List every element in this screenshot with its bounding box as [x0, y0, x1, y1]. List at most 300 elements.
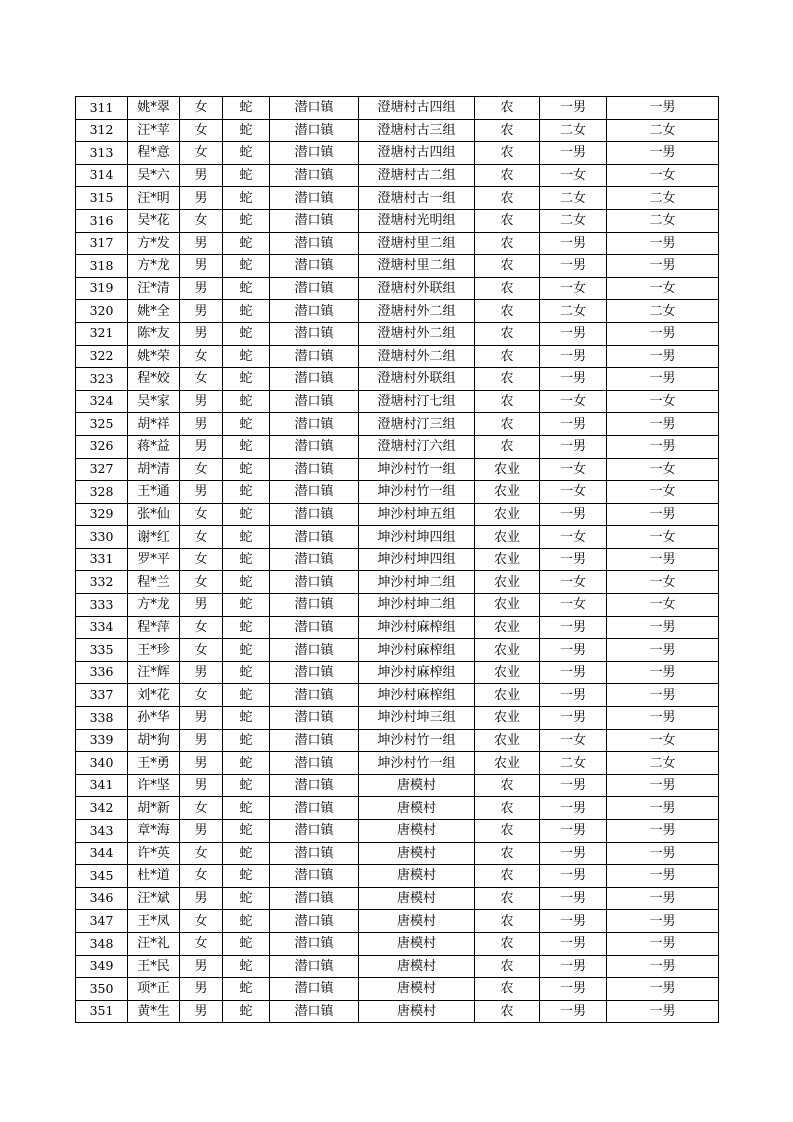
cell-zodiac: 蛇 — [223, 435, 270, 458]
cell-type: 农 — [475, 187, 540, 210]
cell-zodiac: 蛇 — [223, 232, 270, 255]
cell-zodiac: 蛇 — [223, 955, 270, 978]
cell-children-2: 一男 — [607, 255, 719, 278]
cell-gender: 女 — [180, 684, 223, 707]
table-row — [76, 277, 719, 300]
cell-gender: 男 — [180, 955, 223, 978]
cell-zodiac: 蛇 — [223, 503, 270, 526]
cell-gender: 女 — [180, 548, 223, 571]
table-row — [76, 684, 719, 707]
cell-type: 农业 — [475, 594, 540, 617]
cell-zodiac: 蛇 — [223, 661, 270, 684]
cell-children-2: 二女 — [607, 119, 719, 142]
cell-children: 一女 — [540, 481, 607, 504]
cell-name: 蒋*益 — [128, 435, 180, 458]
cell-town: 潜口镇 — [270, 232, 359, 255]
cell-village: 唐模村 — [359, 932, 475, 955]
cell-gender: 男 — [180, 774, 223, 797]
cell-children-2: 一男 — [607, 232, 719, 255]
cell-village: 唐模村 — [359, 887, 475, 910]
cell-zodiac: 蛇 — [223, 978, 270, 1001]
cell-no: 315 — [76, 187, 128, 210]
cell-town: 潜口镇 — [270, 345, 359, 368]
cell-no: 313 — [76, 142, 128, 165]
cell-gender: 男 — [180, 187, 223, 210]
cell-type: 农业 — [475, 616, 540, 639]
table-row — [76, 978, 719, 1001]
cell-town: 潜口镇 — [270, 187, 359, 210]
cell-zodiac: 蛇 — [223, 820, 270, 843]
cell-town: 潜口镇 — [270, 435, 359, 458]
cell-type: 农业 — [475, 661, 540, 684]
table-row — [76, 955, 719, 978]
cell-name: 章*海 — [128, 820, 180, 843]
cell-zodiac: 蛇 — [223, 164, 270, 187]
cell-village: 澄塘村外二组 — [359, 300, 475, 323]
cell-children: 一男 — [540, 322, 607, 345]
cell-name: 吴*六 — [128, 164, 180, 187]
cell-children-2: 一女 — [607, 390, 719, 413]
cell-town: 潜口镇 — [270, 548, 359, 571]
cell-type: 农 — [475, 142, 540, 165]
cell-town: 潜口镇 — [270, 887, 359, 910]
cell-children: 一女 — [540, 526, 607, 549]
cell-children-2: 一男 — [607, 1000, 719, 1023]
cell-children: 一男 — [540, 345, 607, 368]
cell-children: 一男 — [540, 232, 607, 255]
cell-gender: 男 — [180, 255, 223, 278]
cell-town: 潜口镇 — [270, 571, 359, 594]
cell-name: 汪*礼 — [128, 932, 180, 955]
cell-village: 坤沙村坤五组 — [359, 503, 475, 526]
cell-children: 一男 — [540, 955, 607, 978]
cell-children-2: 一男 — [607, 142, 719, 165]
cell-gender: 女 — [180, 910, 223, 933]
cell-no: 341 — [76, 774, 128, 797]
cell-town: 潜口镇 — [270, 797, 359, 820]
cell-children-2: 一女 — [607, 594, 719, 617]
cell-name: 刘*花 — [128, 684, 180, 707]
cell-children: 一男 — [540, 1000, 607, 1023]
cell-name: 王*勇 — [128, 752, 180, 775]
cell-children: 一男 — [540, 413, 607, 436]
table-row — [76, 97, 719, 120]
cell-type: 农 — [475, 390, 540, 413]
cell-zodiac: 蛇 — [223, 707, 270, 730]
cell-type: 农 — [475, 435, 540, 458]
cell-town: 潜口镇 — [270, 707, 359, 730]
cell-zodiac: 蛇 — [223, 797, 270, 820]
cell-no: 342 — [76, 797, 128, 820]
table-row — [76, 458, 719, 481]
table-row — [76, 661, 719, 684]
cell-village: 澄塘村外联组 — [359, 277, 475, 300]
cell-zodiac: 蛇 — [223, 684, 270, 707]
table-row — [76, 503, 719, 526]
cell-town: 潜口镇 — [270, 842, 359, 865]
table-row — [76, 865, 719, 888]
cell-village: 坤沙村竹一组 — [359, 729, 475, 752]
cell-village: 坤沙村麻榨组 — [359, 616, 475, 639]
cell-children-2: 一女 — [607, 729, 719, 752]
cell-type: 农业 — [475, 503, 540, 526]
cell-village: 坤沙村坤四组 — [359, 526, 475, 549]
cell-village: 澄塘村古三组 — [359, 119, 475, 142]
cell-village: 澄塘村光明组 — [359, 209, 475, 232]
cell-type: 农 — [475, 413, 540, 436]
cell-children: 一男 — [540, 887, 607, 910]
cell-gender: 男 — [180, 820, 223, 843]
cell-no: 325 — [76, 413, 128, 436]
cell-no: 314 — [76, 164, 128, 187]
cell-children: 一男 — [540, 707, 607, 730]
cell-zodiac: 蛇 — [223, 481, 270, 504]
cell-gender: 男 — [180, 594, 223, 617]
cell-zodiac: 蛇 — [223, 548, 270, 571]
cell-type: 农 — [475, 119, 540, 142]
cell-no: 317 — [76, 232, 128, 255]
cell-town: 潜口镇 — [270, 752, 359, 775]
cell-zodiac: 蛇 — [223, 458, 270, 481]
table-row — [76, 594, 719, 617]
table-row — [76, 232, 719, 255]
cell-name: 姚*全 — [128, 300, 180, 323]
cell-children-2: 一男 — [607, 707, 719, 730]
cell-gender: 女 — [180, 458, 223, 481]
table-row — [76, 774, 719, 797]
cell-name: 程*兰 — [128, 571, 180, 594]
cell-type: 农 — [475, 368, 540, 391]
cell-zodiac: 蛇 — [223, 842, 270, 865]
cell-no: 350 — [76, 978, 128, 1001]
cell-gender: 女 — [180, 842, 223, 865]
cell-zodiac: 蛇 — [223, 865, 270, 888]
cell-children-2: 一女 — [607, 481, 719, 504]
cell-name: 吴*家 — [128, 390, 180, 413]
cell-children-2: 一女 — [607, 164, 719, 187]
cell-village: 澄塘村古一组 — [359, 187, 475, 210]
cell-town: 潜口镇 — [270, 255, 359, 278]
cell-village: 坤沙村竹一组 — [359, 458, 475, 481]
cell-name: 程*萍 — [128, 616, 180, 639]
table-row — [76, 300, 719, 323]
table-row — [76, 209, 719, 232]
cell-zodiac: 蛇 — [223, 368, 270, 391]
cell-name: 许*坚 — [128, 774, 180, 797]
cell-town: 潜口镇 — [270, 955, 359, 978]
cell-name: 汪*苹 — [128, 119, 180, 142]
cell-name: 张*仙 — [128, 503, 180, 526]
cell-no: 321 — [76, 322, 128, 345]
cell-no: 346 — [76, 887, 128, 910]
table-row — [76, 639, 719, 662]
cell-town: 潜口镇 — [270, 413, 359, 436]
cell-type: 农业 — [475, 458, 540, 481]
cell-village: 澄塘村汀六组 — [359, 435, 475, 458]
cell-gender: 男 — [180, 887, 223, 910]
cell-gender: 男 — [180, 322, 223, 345]
cell-children: 一女 — [540, 729, 607, 752]
cell-gender: 男 — [180, 435, 223, 458]
table-row — [76, 932, 719, 955]
cell-name: 姚*翠 — [128, 97, 180, 120]
cell-children-2: 一男 — [607, 435, 719, 458]
cell-children: 一男 — [540, 435, 607, 458]
cell-village: 唐模村 — [359, 865, 475, 888]
cell-name: 许*英 — [128, 842, 180, 865]
cell-town: 潜口镇 — [270, 368, 359, 391]
cell-name: 方*龙 — [128, 255, 180, 278]
cell-zodiac: 蛇 — [223, 571, 270, 594]
cell-town: 潜口镇 — [270, 910, 359, 933]
cell-town: 潜口镇 — [270, 774, 359, 797]
cell-name: 胡*狗 — [128, 729, 180, 752]
table-row — [76, 481, 719, 504]
cell-type: 农业 — [475, 707, 540, 730]
cell-gender: 男 — [180, 413, 223, 436]
cell-children: 一男 — [540, 978, 607, 1001]
cell-zodiac: 蛇 — [223, 616, 270, 639]
cell-children-2: 一男 — [607, 345, 719, 368]
cell-village: 唐模村 — [359, 1000, 475, 1023]
cell-children-2: 一女 — [607, 571, 719, 594]
cell-children-2: 一女 — [607, 277, 719, 300]
cell-name: 汪*辉 — [128, 661, 180, 684]
cell-no: 348 — [76, 932, 128, 955]
cell-town: 潜口镇 — [270, 661, 359, 684]
cell-village: 坤沙村麻榨组 — [359, 661, 475, 684]
cell-type: 农 — [475, 910, 540, 933]
cell-no: 339 — [76, 729, 128, 752]
cell-village: 唐模村 — [359, 910, 475, 933]
cell-town: 潜口镇 — [270, 142, 359, 165]
table-row — [76, 119, 719, 142]
cell-village: 唐模村 — [359, 774, 475, 797]
cell-children: 二女 — [540, 752, 607, 775]
cell-name: 王*通 — [128, 481, 180, 504]
cell-gender: 女 — [180, 616, 223, 639]
cell-name: 黄*生 — [128, 1000, 180, 1023]
cell-gender: 女 — [180, 345, 223, 368]
cell-type: 农 — [475, 164, 540, 187]
cell-children: 一男 — [540, 910, 607, 933]
cell-children-2: 二女 — [607, 300, 719, 323]
cell-children: 二女 — [540, 209, 607, 232]
cell-no: 337 — [76, 684, 128, 707]
cell-gender: 女 — [180, 209, 223, 232]
cell-village: 坤沙村坤二组 — [359, 571, 475, 594]
cell-no: 335 — [76, 639, 128, 662]
cell-type: 农 — [475, 978, 540, 1001]
cell-no: 344 — [76, 842, 128, 865]
cell-children: 一女 — [540, 571, 607, 594]
cell-town: 潜口镇 — [270, 639, 359, 662]
table-row — [76, 548, 719, 571]
cell-name: 谢*红 — [128, 526, 180, 549]
cell-type: 农 — [475, 774, 540, 797]
cell-name: 胡*新 — [128, 797, 180, 820]
cell-type: 农 — [475, 1000, 540, 1023]
table-row — [76, 345, 719, 368]
cell-zodiac: 蛇 — [223, 413, 270, 436]
cell-name: 陈*友 — [128, 322, 180, 345]
cell-type: 农 — [475, 820, 540, 843]
cell-no: 343 — [76, 820, 128, 843]
cell-gender: 女 — [180, 932, 223, 955]
cell-type: 农业 — [475, 481, 540, 504]
table-row — [76, 390, 719, 413]
cell-children-2: 一男 — [607, 322, 719, 345]
cell-village: 坤沙村麻榨组 — [359, 639, 475, 662]
cell-village: 坤沙村竹一组 — [359, 481, 475, 504]
table-row — [76, 322, 719, 345]
records-table-body — [76, 97, 719, 1023]
table-row — [76, 1000, 719, 1023]
cell-children: 一男 — [540, 865, 607, 888]
cell-village: 唐模村 — [359, 820, 475, 843]
cell-name: 孙*华 — [128, 707, 180, 730]
cell-name: 项*正 — [128, 978, 180, 1001]
cell-children: 一男 — [540, 820, 607, 843]
cell-town: 潜口镇 — [270, 481, 359, 504]
cell-zodiac: 蛇 — [223, 345, 270, 368]
cell-name: 姚*荣 — [128, 345, 180, 368]
cell-village: 澄塘村里二组 — [359, 255, 475, 278]
cell-children: 一女 — [540, 458, 607, 481]
cell-gender: 男 — [180, 661, 223, 684]
cell-zodiac: 蛇 — [223, 910, 270, 933]
cell-zodiac: 蛇 — [223, 752, 270, 775]
cell-children-2: 二女 — [607, 752, 719, 775]
cell-type: 农 — [475, 865, 540, 888]
cell-type: 农业 — [475, 526, 540, 549]
cell-town: 潜口镇 — [270, 616, 359, 639]
cell-town: 潜口镇 — [270, 300, 359, 323]
table-row — [76, 435, 719, 458]
cell-zodiac: 蛇 — [223, 639, 270, 662]
cell-village: 澄塘村外二组 — [359, 345, 475, 368]
cell-town: 潜口镇 — [270, 729, 359, 752]
cell-village: 坤沙村坤四组 — [359, 548, 475, 571]
cell-children: 一男 — [540, 368, 607, 391]
table-row — [76, 413, 719, 436]
cell-village: 澄塘村里二组 — [359, 232, 475, 255]
cell-type: 农 — [475, 797, 540, 820]
cell-children: 一男 — [540, 774, 607, 797]
cell-name: 王*民 — [128, 955, 180, 978]
cell-town: 潜口镇 — [270, 97, 359, 120]
cell-gender: 男 — [180, 978, 223, 1001]
cell-village: 唐模村 — [359, 842, 475, 865]
cell-name: 吴*花 — [128, 209, 180, 232]
cell-children: 一男 — [540, 684, 607, 707]
cell-name: 王*凤 — [128, 910, 180, 933]
cell-village: 坤沙村坤二组 — [359, 594, 475, 617]
cell-gender: 女 — [180, 368, 223, 391]
cell-no: 311 — [76, 97, 128, 120]
cell-type: 农 — [475, 345, 540, 368]
table-row — [76, 616, 719, 639]
cell-children: 一男 — [540, 616, 607, 639]
cell-village: 澄塘村汀七组 — [359, 390, 475, 413]
cell-type: 农 — [475, 955, 540, 978]
table-row — [76, 797, 719, 820]
cell-name: 罗*平 — [128, 548, 180, 571]
cell-zodiac: 蛇 — [223, 322, 270, 345]
cell-children: 二女 — [540, 187, 607, 210]
cell-children: 一男 — [540, 142, 607, 165]
cell-children-2: 一男 — [607, 413, 719, 436]
cell-children-2: 一男 — [607, 797, 719, 820]
cell-type: 农 — [475, 232, 540, 255]
cell-no: 338 — [76, 707, 128, 730]
cell-town: 潜口镇 — [270, 277, 359, 300]
cell-children-2: 一男 — [607, 978, 719, 1001]
cell-town: 潜口镇 — [270, 458, 359, 481]
cell-village: 澄塘村古四组 — [359, 142, 475, 165]
cell-no: 332 — [76, 571, 128, 594]
cell-village: 澄塘村古二组 — [359, 164, 475, 187]
cell-village: 坤沙村坤三组 — [359, 707, 475, 730]
cell-type: 农业 — [475, 548, 540, 571]
table-row — [76, 729, 719, 752]
cell-children-2: 一男 — [607, 661, 719, 684]
cell-children: 一女 — [540, 390, 607, 413]
cell-name: 胡*祥 — [128, 413, 180, 436]
cell-children: 一女 — [540, 164, 607, 187]
cell-children-2: 一男 — [607, 548, 719, 571]
cell-children-2: 一女 — [607, 458, 719, 481]
cell-type: 农业 — [475, 752, 540, 775]
cell-children: 一男 — [540, 797, 607, 820]
cell-zodiac: 蛇 — [223, 209, 270, 232]
cell-children: 一男 — [540, 639, 607, 662]
cell-name: 程*意 — [128, 142, 180, 165]
cell-children: 一男 — [540, 548, 607, 571]
cell-gender: 女 — [180, 526, 223, 549]
cell-zodiac: 蛇 — [223, 187, 270, 210]
cell-zodiac: 蛇 — [223, 390, 270, 413]
cell-no: 312 — [76, 119, 128, 142]
cell-zodiac: 蛇 — [223, 932, 270, 955]
cell-children: 二女 — [540, 119, 607, 142]
cell-village: 唐模村 — [359, 955, 475, 978]
table-row — [76, 142, 719, 165]
cell-town: 潜口镇 — [270, 503, 359, 526]
cell-village: 澄塘村外二组 — [359, 322, 475, 345]
cell-no: 329 — [76, 503, 128, 526]
cell-zodiac: 蛇 — [223, 774, 270, 797]
table-row — [76, 752, 719, 775]
cell-children: 一女 — [540, 277, 607, 300]
cell-town: 潜口镇 — [270, 164, 359, 187]
cell-gender: 女 — [180, 797, 223, 820]
table-row — [76, 187, 719, 210]
cell-no: 340 — [76, 752, 128, 775]
cell-zodiac: 蛇 — [223, 1000, 270, 1023]
cell-no: 327 — [76, 458, 128, 481]
cell-zodiac: 蛇 — [223, 277, 270, 300]
cell-children: 二女 — [540, 300, 607, 323]
cell-type: 农业 — [475, 639, 540, 662]
cell-name: 杜*道 — [128, 865, 180, 888]
cell-gender: 女 — [180, 865, 223, 888]
cell-name: 汪*明 — [128, 187, 180, 210]
cell-no: 328 — [76, 481, 128, 504]
cell-gender: 女 — [180, 119, 223, 142]
cell-type: 农 — [475, 842, 540, 865]
records-table — [75, 96, 719, 1023]
